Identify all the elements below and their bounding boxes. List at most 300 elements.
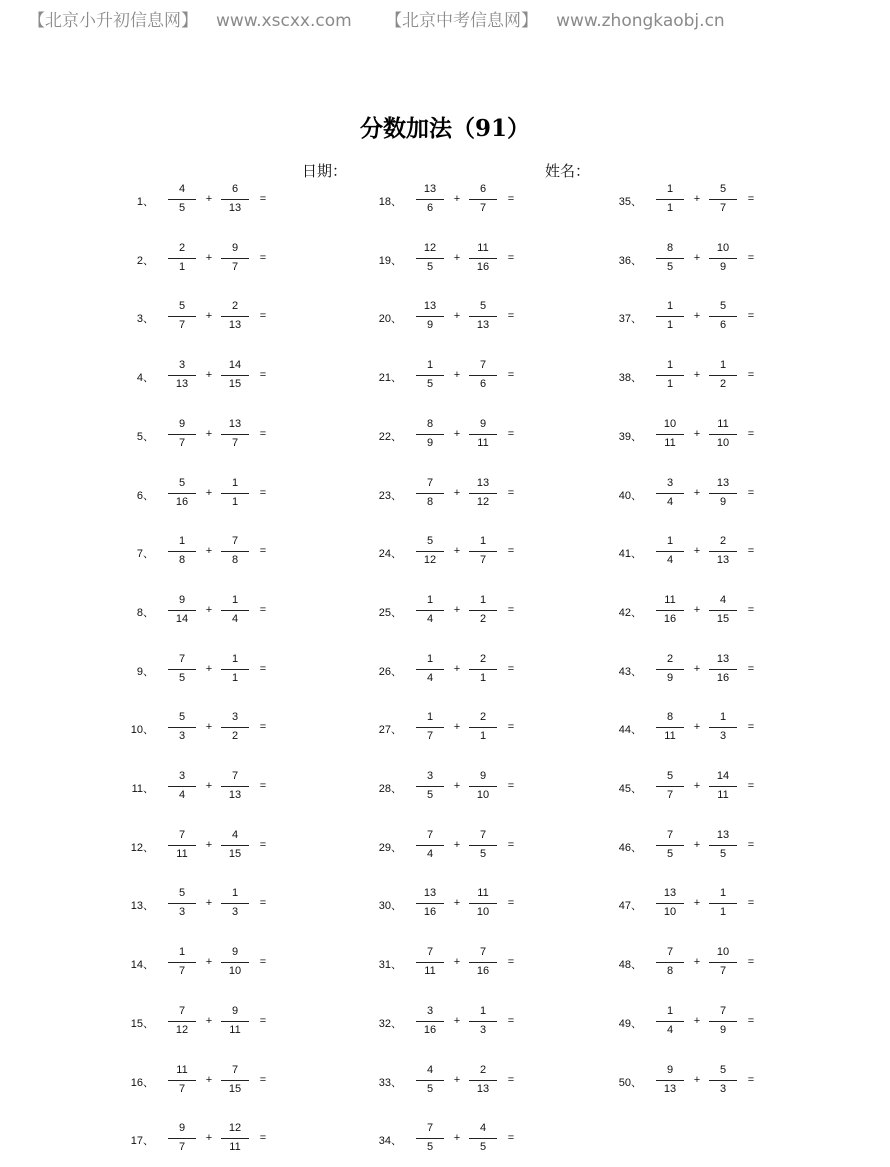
first-denominator: 11 [664, 730, 676, 743]
first-numerator: 1 [426, 359, 434, 372]
problem-number: 44、 [618, 724, 642, 737]
first-denominator: 7 [178, 965, 186, 978]
first-fraction [165, 768, 199, 804]
second-denominator: 2 [719, 378, 727, 391]
problem-item [130, 944, 330, 984]
second-fraction [706, 1062, 740, 1098]
first-denominator: 8 [426, 495, 434, 508]
problem-item [378, 1120, 578, 1160]
first-fraction [413, 1003, 447, 1039]
plus-sign: + [453, 193, 461, 205]
second-denominator: 13 [228, 789, 242, 801]
second-fraction [706, 181, 740, 217]
first-denominator: 4 [426, 612, 434, 625]
first-fraction [653, 885, 687, 921]
first-fraction [653, 181, 687, 217]
second-numerator: 11 [477, 887, 489, 900]
plus-sign: + [693, 251, 701, 264]
second-fraction [218, 592, 252, 628]
second-numerator: 1 [479, 535, 487, 548]
first-fraction [653, 298, 687, 334]
second-fraction [466, 1120, 500, 1156]
second-denominator: 9 [719, 1023, 727, 1036]
equals-sign: = [259, 721, 267, 734]
first-denominator: 8 [666, 965, 674, 978]
second-fraction [218, 1062, 252, 1098]
second-fraction [466, 240, 500, 276]
first-denominator: 4 [666, 495, 674, 508]
first-denominator: 7 [178, 436, 186, 449]
first-denominator: 9 [666, 671, 674, 684]
second-numerator: 4 [719, 593, 727, 606]
second-numerator: 2 [479, 1063, 487, 1076]
second-numerator: 1 [719, 359, 727, 372]
problem-item [130, 240, 330, 280]
first-numerator: 1 [666, 535, 674, 548]
second-numerator: 14 [228, 359, 242, 372]
problem-number: 18、 [378, 196, 402, 208]
second-numerator: 7 [231, 535, 239, 548]
equals-sign: = [507, 956, 515, 969]
equals-sign: = [747, 310, 755, 323]
plus-sign: + [693, 427, 701, 440]
equals-sign: = [259, 369, 267, 382]
first-denominator: 4 [426, 847, 434, 860]
first-denominator: 11 [664, 436, 676, 449]
first-fraction [165, 357, 199, 393]
first-numerator: 5 [178, 887, 186, 900]
second-numerator: 10 [716, 241, 730, 254]
problem-number: 24、 [378, 548, 402, 561]
first-fraction [413, 592, 447, 628]
first-numerator: 13 [663, 887, 677, 900]
equals-sign: = [259, 193, 267, 205]
plus-sign: + [453, 545, 461, 558]
problem-number: 31、 [378, 959, 402, 972]
equals-sign: = [259, 780, 267, 792]
worksheet-title: 分数加法（91） [359, 115, 530, 142]
problem-item [130, 827, 330, 867]
first-numerator: 1 [178, 535, 186, 548]
second-fraction [218, 709, 252, 745]
problem-item [378, 709, 578, 749]
second-numerator: 1 [231, 476, 239, 489]
equals-sign: = [507, 662, 515, 675]
equals-sign: = [747, 721, 755, 734]
first-denominator: 1 [666, 319, 674, 332]
first-fraction [653, 592, 687, 628]
first-fraction [413, 709, 447, 745]
second-denominator: 13 [228, 202, 242, 214]
first-numerator: 10 [663, 417, 677, 430]
equals-sign: = [747, 545, 755, 558]
first-fraction [653, 240, 687, 276]
plus-sign: + [453, 956, 461, 969]
equals-sign: = [507, 310, 515, 323]
problem-item [378, 885, 578, 925]
plus-sign: + [693, 603, 701, 616]
plus-sign: + [205, 1073, 213, 1086]
problem-item [378, 592, 578, 632]
second-denominator: 11 [229, 1023, 241, 1036]
problem-number: 7、 [136, 548, 154, 561]
problem-number: 10、 [130, 724, 154, 737]
problem-item [618, 885, 818, 925]
second-numerator: 13 [716, 828, 730, 841]
equals-sign: = [507, 721, 515, 734]
first-fraction [413, 944, 447, 980]
plus-sign: + [693, 897, 701, 910]
second-fraction [466, 1003, 500, 1039]
first-numerator: 4 [178, 183, 186, 195]
second-fraction [218, 298, 252, 334]
second-denominator: 15 [228, 1082, 242, 1095]
problem-number: 1、 [136, 196, 154, 208]
first-numerator: 3 [426, 770, 434, 782]
first-numerator: 2 [178, 241, 186, 254]
first-numerator: 13 [423, 183, 437, 195]
second-fraction [706, 827, 740, 863]
second-denominator: 4 [231, 612, 239, 625]
first-denominator: 5 [666, 847, 674, 860]
second-fraction [466, 475, 500, 511]
first-fraction [413, 1120, 447, 1156]
second-denominator: 10 [476, 906, 490, 919]
problem-item [618, 533, 818, 573]
problem-number: 5、 [136, 430, 154, 443]
plus-sign: + [205, 310, 213, 323]
first-fraction [165, 416, 199, 452]
problem-item [130, 416, 330, 456]
problem-item [378, 181, 578, 221]
problem-number: 33、 [378, 1076, 402, 1089]
first-numerator: 7 [426, 946, 434, 959]
first-denominator: 12 [175, 1023, 189, 1036]
problem-number: 6、 [136, 489, 154, 502]
second-numerator: 1 [231, 652, 239, 665]
problem-number: 26、 [378, 665, 402, 678]
first-fraction [165, 240, 199, 276]
first-numerator: 8 [666, 241, 674, 254]
first-numerator: 1 [666, 359, 674, 372]
second-fraction [706, 240, 740, 276]
equals-sign: = [747, 897, 755, 910]
first-numerator: 8 [426, 417, 434, 430]
plus-sign: + [693, 193, 701, 205]
problem-item [618, 181, 818, 221]
first-denominator: 7 [178, 1082, 186, 1095]
second-numerator: 13 [476, 476, 490, 489]
plus-sign: + [205, 1014, 213, 1027]
equals-sign: = [747, 780, 755, 792]
problem-item [130, 709, 330, 749]
second-fraction [706, 944, 740, 980]
site2-url[interactable]: www.zhongkaobj.cn [556, 11, 725, 31]
first-numerator: 3 [178, 770, 186, 782]
problem-number: 36、 [618, 254, 642, 267]
problem-number: 48、 [618, 959, 642, 972]
second-fraction [218, 827, 252, 863]
first-numerator: 11 [664, 593, 676, 606]
first-fraction [653, 709, 687, 745]
problem-item [378, 240, 578, 280]
second-denominator: 6 [719, 319, 727, 332]
first-denominator: 3 [178, 730, 186, 743]
first-denominator: 6 [426, 202, 434, 214]
first-numerator: 7 [666, 946, 674, 959]
first-fraction [413, 357, 447, 393]
second-denominator: 7 [719, 965, 727, 978]
problem-number: 35、 [618, 196, 642, 208]
equals-sign: = [259, 956, 267, 969]
second-numerator: 6 [479, 183, 487, 195]
first-denominator: 16 [175, 495, 189, 508]
second-numerator: 9 [231, 946, 239, 959]
first-numerator: 4 [426, 1063, 434, 1076]
first-denominator: 13 [175, 378, 189, 391]
first-denominator: 16 [663, 612, 677, 625]
equals-sign: = [507, 1014, 515, 1027]
equals-sign: = [507, 486, 515, 499]
first-denominator: 5 [426, 378, 434, 391]
first-numerator: 3 [426, 1004, 434, 1017]
problem-number: 27、 [378, 724, 402, 737]
first-fraction [165, 944, 199, 980]
first-fraction [413, 651, 447, 687]
first-denominator: 5 [178, 202, 186, 214]
problem-item [378, 1003, 578, 1043]
equals-sign: = [259, 251, 267, 264]
second-denominator: 16 [476, 965, 490, 978]
second-numerator: 13 [716, 652, 730, 665]
equals-sign: = [259, 545, 267, 558]
page-header [28, 6, 743, 31]
problem-number: 11、 [131, 783, 154, 795]
first-denominator: 16 [423, 906, 437, 919]
first-numerator: 7 [426, 1122, 434, 1135]
equals-sign: = [259, 1132, 267, 1145]
problem-number: 23、 [378, 489, 402, 502]
problem-number: 12、 [130, 841, 154, 854]
first-numerator: 5 [178, 300, 186, 313]
second-numerator: 2 [231, 300, 239, 313]
first-numerator: 1 [666, 300, 674, 313]
problem-item [130, 533, 330, 573]
second-numerator: 1 [479, 593, 487, 606]
second-denominator: 1 [719, 906, 727, 919]
second-denominator: 2 [479, 612, 487, 625]
problem-item [378, 1062, 578, 1102]
first-fraction [413, 885, 447, 921]
plus-sign: + [453, 427, 461, 440]
first-denominator: 7 [178, 1141, 186, 1154]
plus-sign: + [453, 603, 461, 616]
plus-sign: + [693, 838, 701, 851]
second-numerator: 11 [717, 417, 729, 430]
second-fraction [218, 475, 252, 511]
problem-item [378, 298, 578, 338]
first-fraction [413, 827, 447, 863]
problem-number: 20、 [378, 313, 402, 326]
second-numerator: 7 [231, 1063, 239, 1076]
second-numerator: 3 [231, 711, 239, 724]
plus-sign: + [205, 662, 213, 675]
second-denominator: 5 [479, 1141, 487, 1154]
second-denominator: 12 [476, 495, 490, 508]
second-fraction [706, 768, 740, 804]
equals-sign: = [507, 427, 515, 440]
equals-sign: = [259, 662, 267, 675]
problem-item [378, 416, 578, 456]
problem-item [618, 1003, 818, 1043]
first-numerator: 1 [178, 946, 186, 959]
problem-item [130, 1062, 330, 1102]
second-numerator: 5 [479, 300, 487, 313]
second-numerator: 11 [477, 241, 489, 254]
problem-item [378, 475, 578, 515]
second-numerator: 1 [719, 887, 727, 900]
problem-number: 19、 [378, 254, 402, 267]
first-denominator: 7 [178, 319, 186, 332]
first-numerator: 5 [666, 770, 674, 782]
first-fraction [165, 475, 199, 511]
first-fraction [165, 592, 199, 628]
plus-sign: + [453, 369, 461, 382]
site1-url[interactable]: www.xscxx.com [216, 11, 352, 31]
problem-item [378, 651, 578, 691]
second-denominator: 9 [719, 260, 727, 273]
first-numerator: 1 [426, 652, 434, 665]
plus-sign: + [205, 603, 213, 616]
equals-sign: = [747, 193, 755, 205]
second-denominator: 15 [228, 847, 242, 860]
equals-sign: = [259, 1014, 267, 1027]
second-fraction [466, 298, 500, 334]
plus-sign: + [693, 1073, 701, 1086]
first-numerator: 5 [426, 535, 434, 548]
first-denominator: 14 [175, 612, 189, 625]
second-denominator: 10 [228, 965, 242, 978]
problem-number: 9、 [136, 665, 154, 678]
first-fraction [653, 357, 687, 393]
second-denominator: 11 [717, 789, 729, 801]
equals-sign: = [747, 427, 755, 440]
first-fraction [413, 298, 447, 334]
second-fraction [466, 416, 500, 452]
problem-item [618, 944, 818, 984]
second-fraction [218, 357, 252, 393]
problem-number: 39、 [618, 430, 642, 443]
plus-sign: + [205, 369, 213, 382]
equals-sign: = [259, 838, 267, 851]
second-fraction [706, 709, 740, 745]
problem-item [130, 298, 330, 338]
first-denominator: 1 [666, 202, 674, 214]
first-fraction [653, 416, 687, 452]
second-numerator: 1 [231, 593, 239, 606]
equals-sign: = [747, 1014, 755, 1027]
plus-sign: + [205, 956, 213, 969]
name-label: 姓名： [545, 162, 591, 180]
first-denominator: 1 [178, 260, 186, 273]
second-denominator: 1 [231, 671, 239, 684]
problem-item [618, 651, 818, 691]
second-numerator: 1 [719, 711, 727, 724]
problem-number: 38、 [618, 372, 642, 385]
equals-sign: = [259, 1073, 267, 1086]
problem-item [378, 533, 578, 573]
problem-item [130, 768, 330, 808]
first-fraction [165, 1120, 199, 1156]
first-fraction [413, 416, 447, 452]
first-fraction [653, 533, 687, 569]
problem-item [130, 181, 330, 221]
second-numerator: 9 [231, 1004, 239, 1017]
second-numerator: 9 [479, 417, 487, 430]
second-numerator: 7 [479, 359, 487, 372]
second-fraction [466, 709, 500, 745]
first-numerator: 11 [176, 1063, 188, 1076]
second-fraction [706, 416, 740, 452]
second-denominator: 11 [229, 1141, 241, 1154]
second-fraction [218, 1003, 252, 1039]
second-numerator: 7 [479, 946, 487, 959]
second-denominator: 16 [716, 671, 730, 684]
equals-sign: = [259, 897, 267, 910]
second-fraction [218, 240, 252, 276]
second-fraction [466, 885, 500, 921]
equals-sign: = [747, 603, 755, 616]
second-numerator: 7 [231, 770, 239, 782]
second-fraction [706, 533, 740, 569]
equals-sign: = [507, 369, 515, 382]
problem-number: 29、 [378, 841, 402, 854]
second-denominator: 16 [476, 260, 490, 273]
first-denominator: 9 [426, 319, 434, 332]
problem-item [130, 1003, 330, 1043]
first-numerator: 7 [426, 828, 434, 841]
equals-sign: = [747, 956, 755, 969]
first-denominator: 5 [426, 1082, 434, 1095]
plus-sign: + [453, 838, 461, 851]
second-numerator: 7 [479, 828, 487, 841]
plus-sign: + [453, 780, 461, 792]
first-numerator: 12 [423, 241, 437, 254]
first-numerator: 13 [423, 300, 437, 313]
first-numerator: 13 [423, 887, 437, 900]
second-denominator: 1 [479, 671, 487, 684]
equals-sign: = [747, 838, 755, 851]
second-fraction [218, 181, 252, 217]
problem-number: 2、 [136, 254, 154, 267]
problem-number: 16、 [130, 1076, 154, 1089]
problem-number: 3、 [136, 313, 154, 326]
first-fraction [165, 827, 199, 863]
first-denominator: 3 [178, 906, 186, 919]
first-denominator: 4 [426, 671, 434, 684]
problem-item [130, 357, 330, 397]
equals-sign: = [259, 486, 267, 499]
second-fraction [466, 357, 500, 393]
plus-sign: + [453, 1132, 461, 1145]
first-numerator: 5 [178, 711, 186, 724]
second-fraction [218, 533, 252, 569]
second-numerator: 2 [719, 535, 727, 548]
equals-sign: = [507, 897, 515, 910]
problem-number: 32、 [378, 1017, 402, 1030]
first-numerator: 3 [178, 359, 186, 372]
plus-sign: + [453, 1014, 461, 1027]
